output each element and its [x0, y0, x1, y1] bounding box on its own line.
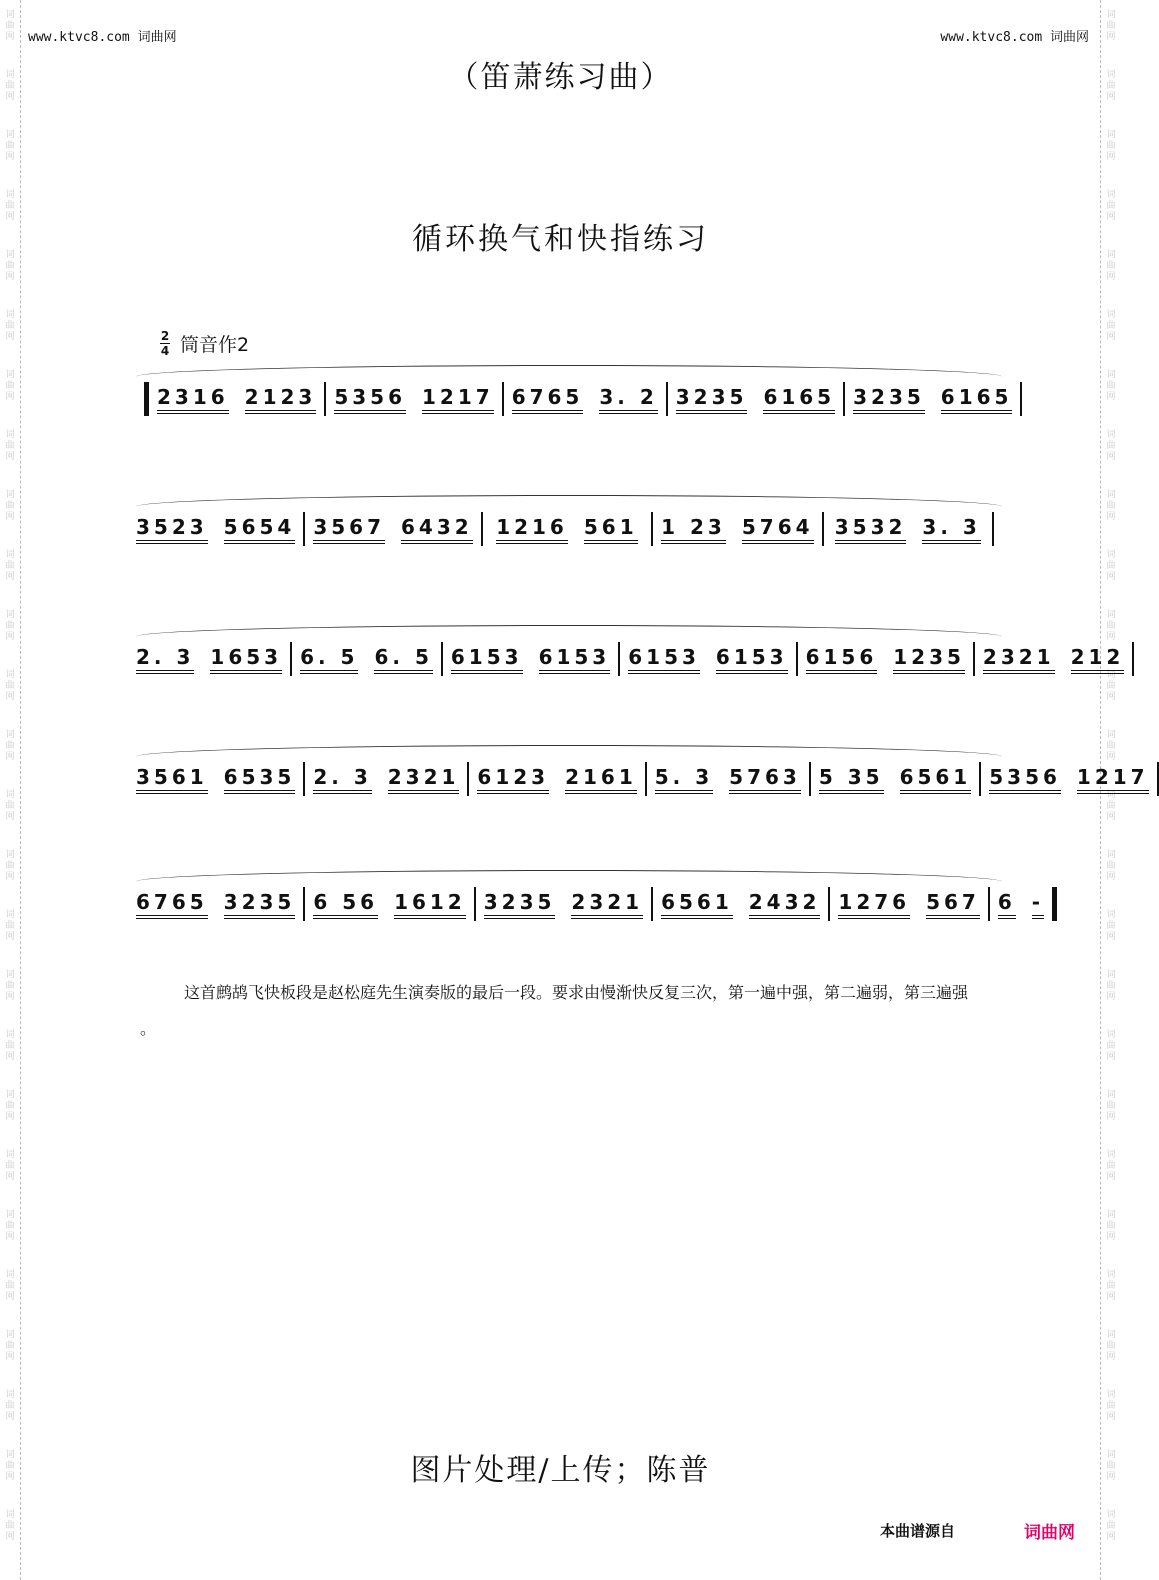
- note-group: 6535: [224, 765, 296, 794]
- score-bars: [136, 509, 1002, 549]
- watermark-glyph: 词 曲 网: [1106, 430, 1116, 462]
- measure: [313, 515, 472, 544]
- watermark-glyph: 词 曲 网: [5, 1270, 15, 1302]
- measure: [136, 765, 295, 794]
- slur-line: [136, 365, 1002, 380]
- note-group: 2321: [571, 890, 643, 919]
- watermark-glyph: 词 曲 网: [1106, 250, 1116, 282]
- note-group: 1217: [1077, 765, 1149, 794]
- barline: [645, 762, 647, 796]
- barline: [467, 762, 469, 796]
- score-bars: [136, 379, 1013, 419]
- note-group: 6153: [716, 645, 788, 674]
- note-group: 3. 2: [599, 385, 657, 414]
- note-group: 5356: [989, 765, 1061, 794]
- measure: [676, 385, 835, 414]
- barline: [1020, 382, 1022, 416]
- note-group: 5356: [334, 385, 406, 414]
- header-url-left[interactable]: www.ktvc8.com 词曲网: [28, 30, 177, 45]
- barline: [290, 642, 292, 676]
- note-group: 5763: [729, 765, 801, 794]
- watermark-glyph: 词 曲 网: [1106, 1210, 1116, 1242]
- watermark-glyph: 词 曲 网: [1106, 370, 1116, 402]
- measure: [491, 515, 643, 544]
- note-group: 3235: [853, 385, 925, 414]
- note-group: 6561: [900, 765, 972, 794]
- watermark-glyph: 词 曲 网: [1106, 610, 1116, 642]
- note-group: 3235: [484, 890, 556, 919]
- note-group: 1653: [210, 645, 282, 674]
- watermark-glyph: 词 曲 网: [1106, 790, 1116, 822]
- performance-note: 这首鹧鸪飞快板段是赵松庭先生演奏版的最后一段。要求由慢渐快反复三次，第一遍中强，第二遍弱，第三遍强 。: [140, 983, 969, 1038]
- note-group: 6165: [763, 385, 835, 414]
- note-group: 2321: [983, 645, 1055, 674]
- watermark-glyph: 词 曲 网: [5, 670, 15, 702]
- slur-line: [136, 745, 1002, 760]
- note-group: 6: [998, 890, 1016, 919]
- final-barline: [1052, 887, 1057, 921]
- note-group: 6156: [806, 645, 878, 674]
- watermark-glyph: 词 曲 网: [1106, 310, 1116, 342]
- watermark-glyph: 词 曲 网: [1106, 1090, 1116, 1122]
- measure: [300, 645, 433, 674]
- watermark-glyph: 词 曲 网: [5, 1150, 15, 1182]
- score-bars: [136, 884, 1045, 924]
- watermark-glyph: 词 曲 网: [5, 1390, 15, 1422]
- measure: [512, 385, 658, 414]
- note-group: 6123: [477, 765, 549, 794]
- measure: [838, 890, 979, 919]
- note-group: 6561: [661, 890, 733, 919]
- watermark-glyph: 词 曲 网: [1106, 550, 1116, 582]
- barline: [979, 762, 981, 796]
- measure: [136, 890, 295, 919]
- barline: [1132, 642, 1134, 676]
- score-row: [136, 870, 1045, 930]
- credit-line: 图片处理/上传；陈普: [410, 1453, 711, 1488]
- note-group: 6153: [451, 645, 523, 674]
- note-group: 2321: [388, 765, 460, 794]
- watermark-glyph: 词 曲 网: [1106, 1030, 1116, 1062]
- watermark-glyph: 词 曲 网: [1106, 1390, 1116, 1422]
- watermark-glyph: 词 曲 网: [5, 190, 15, 222]
- barline: [651, 512, 653, 546]
- note-group: 3561: [136, 765, 208, 794]
- note-group: 3235: [676, 385, 748, 414]
- measure: [989, 765, 1148, 794]
- watermark-glyph: 词 曲 网: [1106, 850, 1116, 882]
- note-group: 2123: [245, 385, 317, 414]
- measure: [998, 890, 1044, 919]
- measure: [477, 765, 636, 794]
- barline: [618, 642, 620, 676]
- note-group: 5764: [742, 515, 814, 544]
- measure: [484, 890, 643, 919]
- watermark-glyph: 词 曲 网: [1106, 910, 1116, 942]
- watermark-glyph: 词 曲 网: [5, 730, 15, 762]
- watermark-glyph: 词 曲 网: [5, 250, 15, 282]
- note-group: 561: [584, 515, 638, 544]
- watermark-glyph: 词 曲 网: [5, 70, 15, 102]
- barline: [474, 887, 476, 921]
- barline: [666, 382, 668, 416]
- note-group: 2. 3: [313, 765, 371, 794]
- watermark-glyph: 词 曲 网: [5, 1510, 15, 1542]
- measure: [655, 765, 801, 794]
- watermark-glyph: 词 曲 网: [1106, 490, 1116, 522]
- watermark-glyph: 词 曲 网: [1106, 1270, 1116, 1302]
- barline: [303, 887, 305, 921]
- slur-line: [136, 870, 1002, 885]
- watermark-glyph: 词 曲 网: [5, 550, 15, 582]
- watermark-glyph: 词 曲 网: [5, 970, 15, 1002]
- score-row: [136, 495, 1002, 555]
- note-group: 2432: [749, 890, 821, 919]
- measure: [136, 515, 295, 544]
- note-group: 6765: [136, 890, 208, 919]
- measure: [157, 385, 316, 414]
- barline: [502, 382, 504, 416]
- measure: [832, 515, 984, 544]
- barline: [303, 762, 305, 796]
- note-group: 6. 5: [300, 645, 358, 674]
- measure: [853, 385, 1012, 414]
- note-group: 3235: [224, 890, 296, 919]
- slur-line: [136, 495, 1002, 510]
- measure: [661, 515, 813, 544]
- barline: [796, 642, 798, 676]
- watermark-glyph: 词 曲 网: [1106, 130, 1116, 162]
- watermark-glyph: 词 曲 网: [5, 1330, 15, 1362]
- note-group: 6. 5: [374, 645, 432, 674]
- time-signature: [160, 330, 170, 357]
- note-group: -: [1032, 890, 1044, 919]
- watermark-glyph: 词 曲 网: [1106, 670, 1116, 702]
- repeat-start-barline: [144, 382, 149, 416]
- measure: [983, 645, 1124, 674]
- watermark-glyph: 词 曲 网: [5, 430, 15, 462]
- time-signature-top: 2: [160, 329, 170, 343]
- barline: [1157, 762, 1159, 796]
- note-group: 6165: [941, 385, 1013, 414]
- score-bars: [136, 639, 1125, 679]
- watermark-glyph: 词 曲 网: [5, 610, 15, 642]
- footer-source-label: 本曲谱源自: [880, 1522, 956, 1540]
- watermark-glyph: 词 曲 网: [5, 1450, 15, 1482]
- note-group: 2161: [565, 765, 637, 794]
- note-group: 1217: [422, 385, 494, 414]
- page-title: 循环换气和快指练习: [412, 222, 709, 257]
- measure: [806, 645, 965, 674]
- note-group: 3532: [835, 515, 907, 544]
- note-group: 1 23: [661, 515, 726, 544]
- watermark-glyph: 词 曲 网: [1106, 10, 1116, 42]
- barline: [822, 512, 824, 546]
- note-group: 6432: [401, 515, 473, 544]
- watermark-glyph: 词 曲 网: [1106, 970, 1116, 1002]
- note-group: 1612: [394, 890, 466, 919]
- watermark-glyph: 词 曲 网: [5, 130, 15, 162]
- measure: [451, 645, 610, 674]
- score-row: [136, 365, 1013, 425]
- measure: [819, 765, 971, 794]
- watermark-glyph: 词 曲 网: [5, 1030, 15, 1062]
- note-group: 3567: [313, 515, 385, 544]
- barline: [481, 512, 483, 546]
- barline: [303, 512, 305, 546]
- watermark-glyph: 词 曲 网: [5, 910, 15, 942]
- measure: [661, 890, 820, 919]
- note-group: 1276: [838, 890, 910, 919]
- watermark-glyph: 词 曲 网: [1106, 1330, 1116, 1362]
- tuning-label: 筒音作2: [180, 334, 250, 356]
- measure: [334, 385, 493, 414]
- measure: [313, 890, 465, 919]
- header-url-right[interactable]: www.ktvc8.com 词曲网: [940, 30, 1089, 45]
- note-group: 3. 3: [922, 515, 980, 544]
- watermark-glyph: 词 曲 网: [1106, 190, 1116, 222]
- note-group: 567: [926, 890, 980, 919]
- barline: [441, 642, 443, 676]
- note-group: 3523: [136, 515, 208, 544]
- time-signature-block: [160, 330, 249, 357]
- watermark-glyph: 词 曲 网: [5, 310, 15, 342]
- barline: [973, 642, 975, 676]
- watermark-glyph: 词 曲 网: [5, 490, 15, 522]
- score-bars: [136, 759, 1149, 799]
- watermark-glyph: 词 曲 网: [1106, 730, 1116, 762]
- watermark-glyph: 词 曲 网: [1106, 1510, 1116, 1542]
- note-group: 6153: [539, 645, 611, 674]
- barline: [651, 887, 653, 921]
- watermark-glyph: 词 曲 网: [1106, 1150, 1116, 1182]
- note-group: 212: [1071, 645, 1125, 674]
- watermark-glyph: 词 曲 网: [5, 790, 15, 822]
- watermark-glyph: 词 曲 网: [5, 1090, 15, 1122]
- barline: [324, 382, 326, 416]
- measure: [136, 645, 282, 674]
- barline: [843, 382, 845, 416]
- note-group: 6 56: [313, 890, 378, 919]
- measure: [313, 765, 459, 794]
- time-signature-bottom: 4: [160, 344, 170, 358]
- barline: [988, 887, 990, 921]
- footer-logo[interactable]: 词曲网: [1024, 1523, 1075, 1543]
- barline: [809, 762, 811, 796]
- note-group: 5 35: [819, 765, 884, 794]
- note-group: 2. 3: [136, 645, 194, 674]
- note-group: 6765: [512, 385, 584, 414]
- watermark-glyph: 词 曲 网: [5, 10, 15, 42]
- barline: [992, 512, 994, 546]
- note-group: 1235: [893, 645, 965, 674]
- slur-line: [136, 625, 1002, 640]
- note-group: 5654: [224, 515, 296, 544]
- note-group: 1216: [496, 515, 568, 544]
- note-group: 2316: [157, 385, 229, 414]
- measure: [628, 645, 787, 674]
- watermark-glyph: 词 曲 网: [5, 850, 15, 882]
- watermark-glyph: 词 曲 网: [5, 1210, 15, 1242]
- note-group: 6153: [628, 645, 700, 674]
- barline: [828, 887, 830, 921]
- watermark-glyph: 词 曲 网: [5, 370, 15, 402]
- note-group: 5. 3: [655, 765, 713, 794]
- watermark-glyph: 词 曲 网: [1106, 70, 1116, 102]
- watermark-glyph: 词 曲 网: [1106, 1450, 1116, 1482]
- page-subtitle: （笛萧练习曲）: [448, 60, 673, 95]
